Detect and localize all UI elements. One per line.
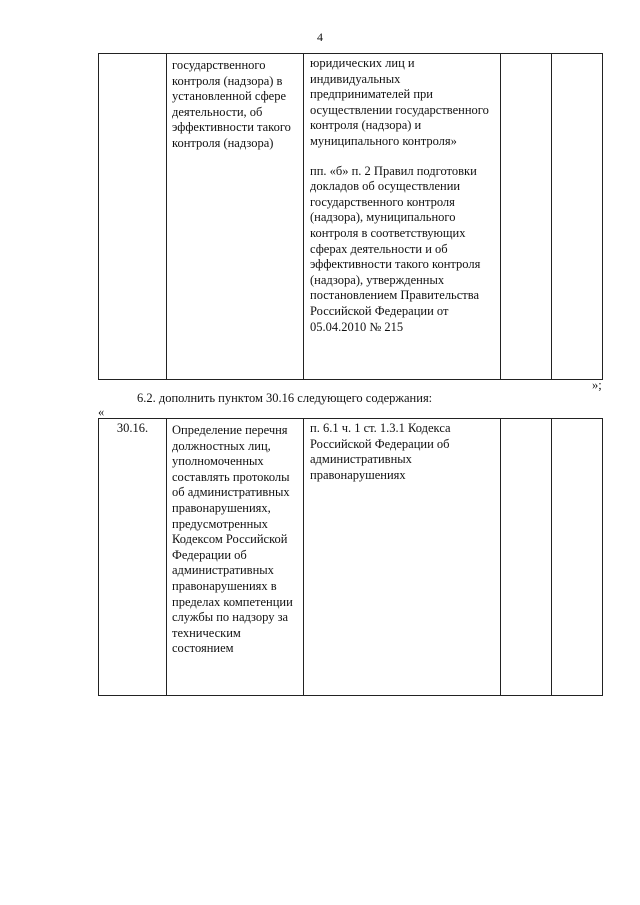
cell-empty-4 xyxy=(501,54,552,380)
cell-function xyxy=(167,419,304,696)
cell-legal-basis xyxy=(304,54,501,380)
opening-quote: « xyxy=(98,405,105,419)
table-row xyxy=(99,419,603,696)
legal-basis-block xyxy=(304,54,500,335)
page-number: 4 xyxy=(317,30,323,44)
legal-basis-text: п. 6.1 ч. 1 ст. 1.3.1 Кодекса Российской Федерации об административных правонарушениях xyxy=(310,421,451,482)
cell-number-empty xyxy=(99,54,167,380)
cell-empty-5 xyxy=(552,54,603,380)
item-number: 30.16. xyxy=(116,421,149,435)
amendment-paragraph: 6.2. дополнить пунктом 30.16 следующего содержания: xyxy=(137,391,433,405)
table-continuation xyxy=(98,53,603,380)
control-function-text: государственного контроля (надзора) в установленной сфере деятельности, об эффективности такого контроля (надзора) xyxy=(172,58,291,150)
cell-item-number xyxy=(99,419,167,696)
legal-basis-text-2: пп. «б» п. 2 Правил подготовки докладов об осуществлении государственного контроля (надзора), муниципального контроля в соответствующих сферах деятельности и об эффективности такого контроля (надзора), утвержденных постановлением Правительства Российской Федерации от 05.04.2010 № 215 xyxy=(310,163,481,334)
cell-empty-4 xyxy=(501,419,552,696)
closing-quote: »; xyxy=(592,378,602,392)
cell-control-function xyxy=(167,54,304,380)
function-text: Определение перечня должностных лиц, уполномоченных составлять протоколы об административных правонарушениях, предусмотренных Кодексом Российской Федерации об административных правонарушениях в пределах компетенции службы по надзору за техническим состоянием xyxy=(172,423,293,656)
cell-empty-5 xyxy=(552,419,603,696)
legal-basis-text-1: юридических лиц и индивидуальных предпринимателей при осуществлении государственного контроля (надзора) и муниципального контроля» xyxy=(310,56,489,148)
cell-legal-basis xyxy=(304,419,501,696)
table-row xyxy=(99,54,603,380)
table-new-item xyxy=(98,418,603,696)
